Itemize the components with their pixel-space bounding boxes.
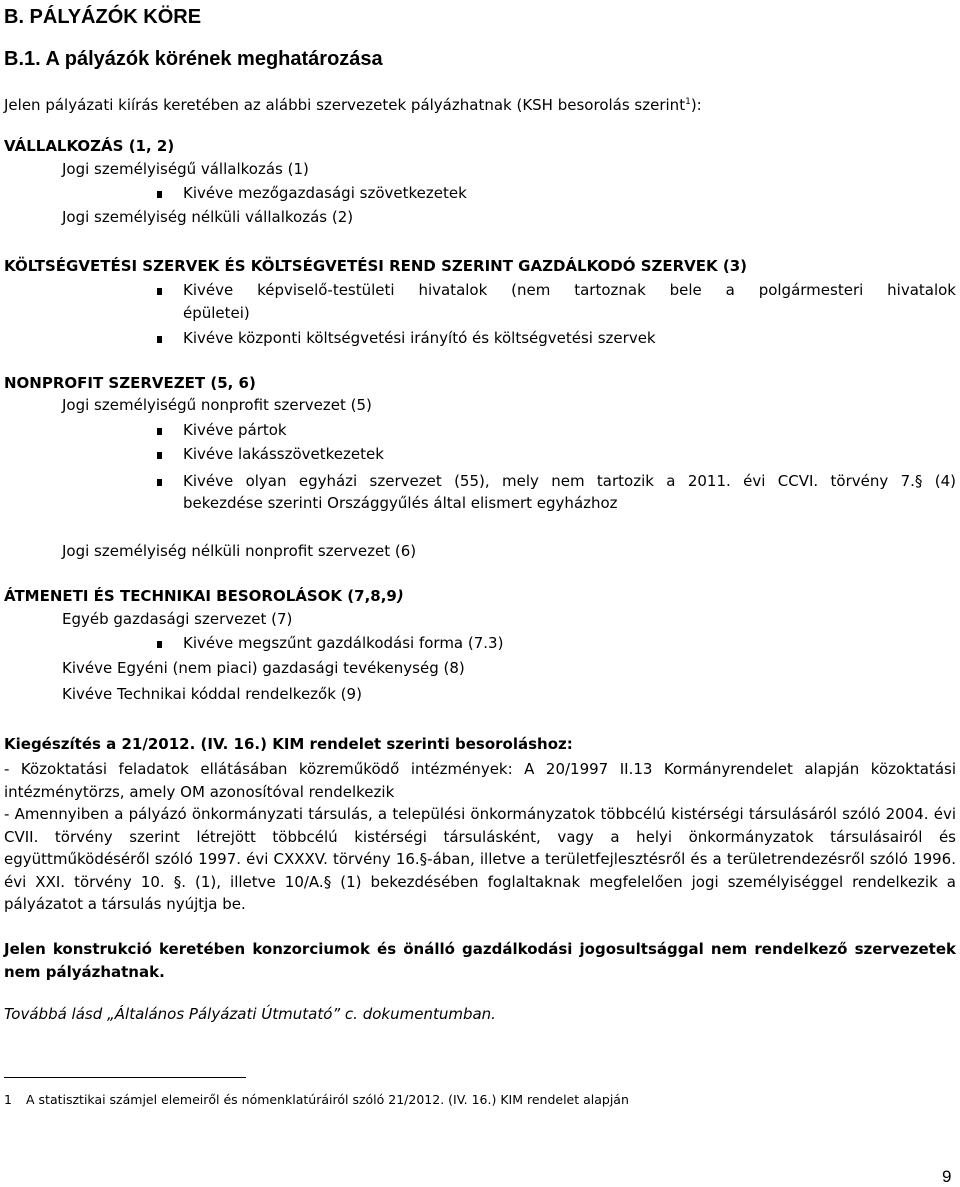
list-item: Kivéve Egyéni (nem piaci) gazdasági tevékenység (8) xyxy=(62,659,465,677)
category-title-vallalkozas: VÁLLALKOZÁS (1, 2) xyxy=(4,137,175,155)
list-item: Kivéve képviselő-testületi hivatalok (nem tartoznak bele a polgármesteri hivatalok xyxy=(183,281,956,299)
footnote-ref: 1 xyxy=(685,97,691,107)
list-item: Kivéve lakásszövetkezetek xyxy=(183,445,384,463)
supplement-paragraph: - Közoktatási feladatok ellátásában közreműködő intézmények: A 20/1997 II.13 Kormányrendelet alapján közoktatási intézménytörzs, amely OM azonosítóval rendelkezik xyxy=(4,760,956,801)
bullet-icon xyxy=(157,641,162,648)
supplement-paragraph: - Amennyiben a pályázó önkormányzati társulás, a települési önkormányzatok többcélú kistérségi társulásáról szóló 2004. évi CVII. törvény szerint létrejött többcélú kistérségi társulásként, vagy a helyi önkormányzatok társulásairól és együttműködéséről szóló 1997. évi CXXXV. törvény 16.§-ában, illetve a területfejlesztésről és a területrendezésről szóló 1996. évi XXI. törvény 10. §. (1), illetve 10/A.§ (1) bekezdésében foglaltaknak megfelelően jogi személyiséggel rendelkezik a pályázatot a társulás nyújtja be. xyxy=(4,805,956,913)
page-number: 9 xyxy=(942,1167,952,1186)
footnote: 1 A statisztikai számjel elemeiről és nómenklatúráiról szóló 21/2012. (IV. 16.) KIM rendelet alapján xyxy=(4,1092,629,1107)
list-item: Egyéb gazdasági szervezet (7) xyxy=(62,610,293,628)
footnote-divider xyxy=(4,1077,246,1078)
list-item: Kivéve Technikai kóddal rendelkezők (9) xyxy=(62,685,362,703)
category-title-nonprofit: NONPROFIT SZERVEZET (5, 6) xyxy=(4,374,256,392)
bullet-icon xyxy=(157,336,162,343)
list-item: Kivéve pártok xyxy=(183,421,287,439)
supplement-title: Kiegészítés a 21/2012. (IV. 16.) KIM rendelet szerinti besoroláshoz: xyxy=(4,735,573,753)
bullet-icon xyxy=(157,191,162,198)
list-item: Jogi személyiség nélküli vállalkozás (2) xyxy=(62,208,354,226)
category-title-atmeneti: ÁTMENETI ÉS TECHNIKAI BESOROLÁSOK (7,8,9) xyxy=(4,587,404,605)
consortium-notice: Jelen konstrukció keretében konzorciumok és önálló gazdálkodási jogosultsággal nem rendelkező szervezetek nem pályázhatnak. xyxy=(4,940,956,981)
list-item-continuation: bekezdése szerinti Országgyűlés által elismert egyházhoz xyxy=(183,494,618,512)
bullet-icon xyxy=(157,452,162,459)
list-item: Kivéve mezőgazdasági szövetkezetek xyxy=(183,184,467,202)
bullet-icon xyxy=(157,428,162,435)
list-item: Jogi személyiségű vállalkozás (1) xyxy=(62,160,309,178)
subsection-heading: B.1. A pályázók körének meghatározása xyxy=(4,48,383,70)
section-heading: B. PÁLYÁZÓK KÖRE xyxy=(4,6,202,28)
category-title-koltsegvetesi: KÖLTSÉGVETÉSI SZERVEK ÉS KÖLTSÉGVETÉSI REND SZERINT GAZDÁLKODÓ SZERVEK (3) xyxy=(4,257,748,275)
bullet-icon xyxy=(157,479,162,486)
intro-text: Jelen pályázati kiírás keretében az alábbi szervezetek pályázhatnak (KSH besorolás szerint$^1$): xyxy=(4,96,702,114)
list-item: Kivéve megszűnt gazdálkodási forma (7.3) xyxy=(183,634,504,652)
list-item-continuation: épületei) xyxy=(183,304,250,322)
bullet-icon xyxy=(157,288,162,295)
reference-note: Továbbá lásd „Általános Pályázati Útmutató” c. dokumentumban. xyxy=(4,1005,496,1023)
list-item: Jogi személyiség nélküli nonprofit szervezet (6) xyxy=(62,542,417,560)
list-item: Kivéve központi költségvetési irányító és költségvetési szervek xyxy=(183,329,656,347)
list-item: Kivéve olyan egyházi szervezet (55), mely nem tartozik a 2011. évi CCVI. törvény 7.§ (4) xyxy=(183,472,956,490)
list-item: Jogi személyiségű nonprofit szervezet (5) xyxy=(62,396,372,414)
footnote-mark: 1 xyxy=(4,1092,12,1107)
